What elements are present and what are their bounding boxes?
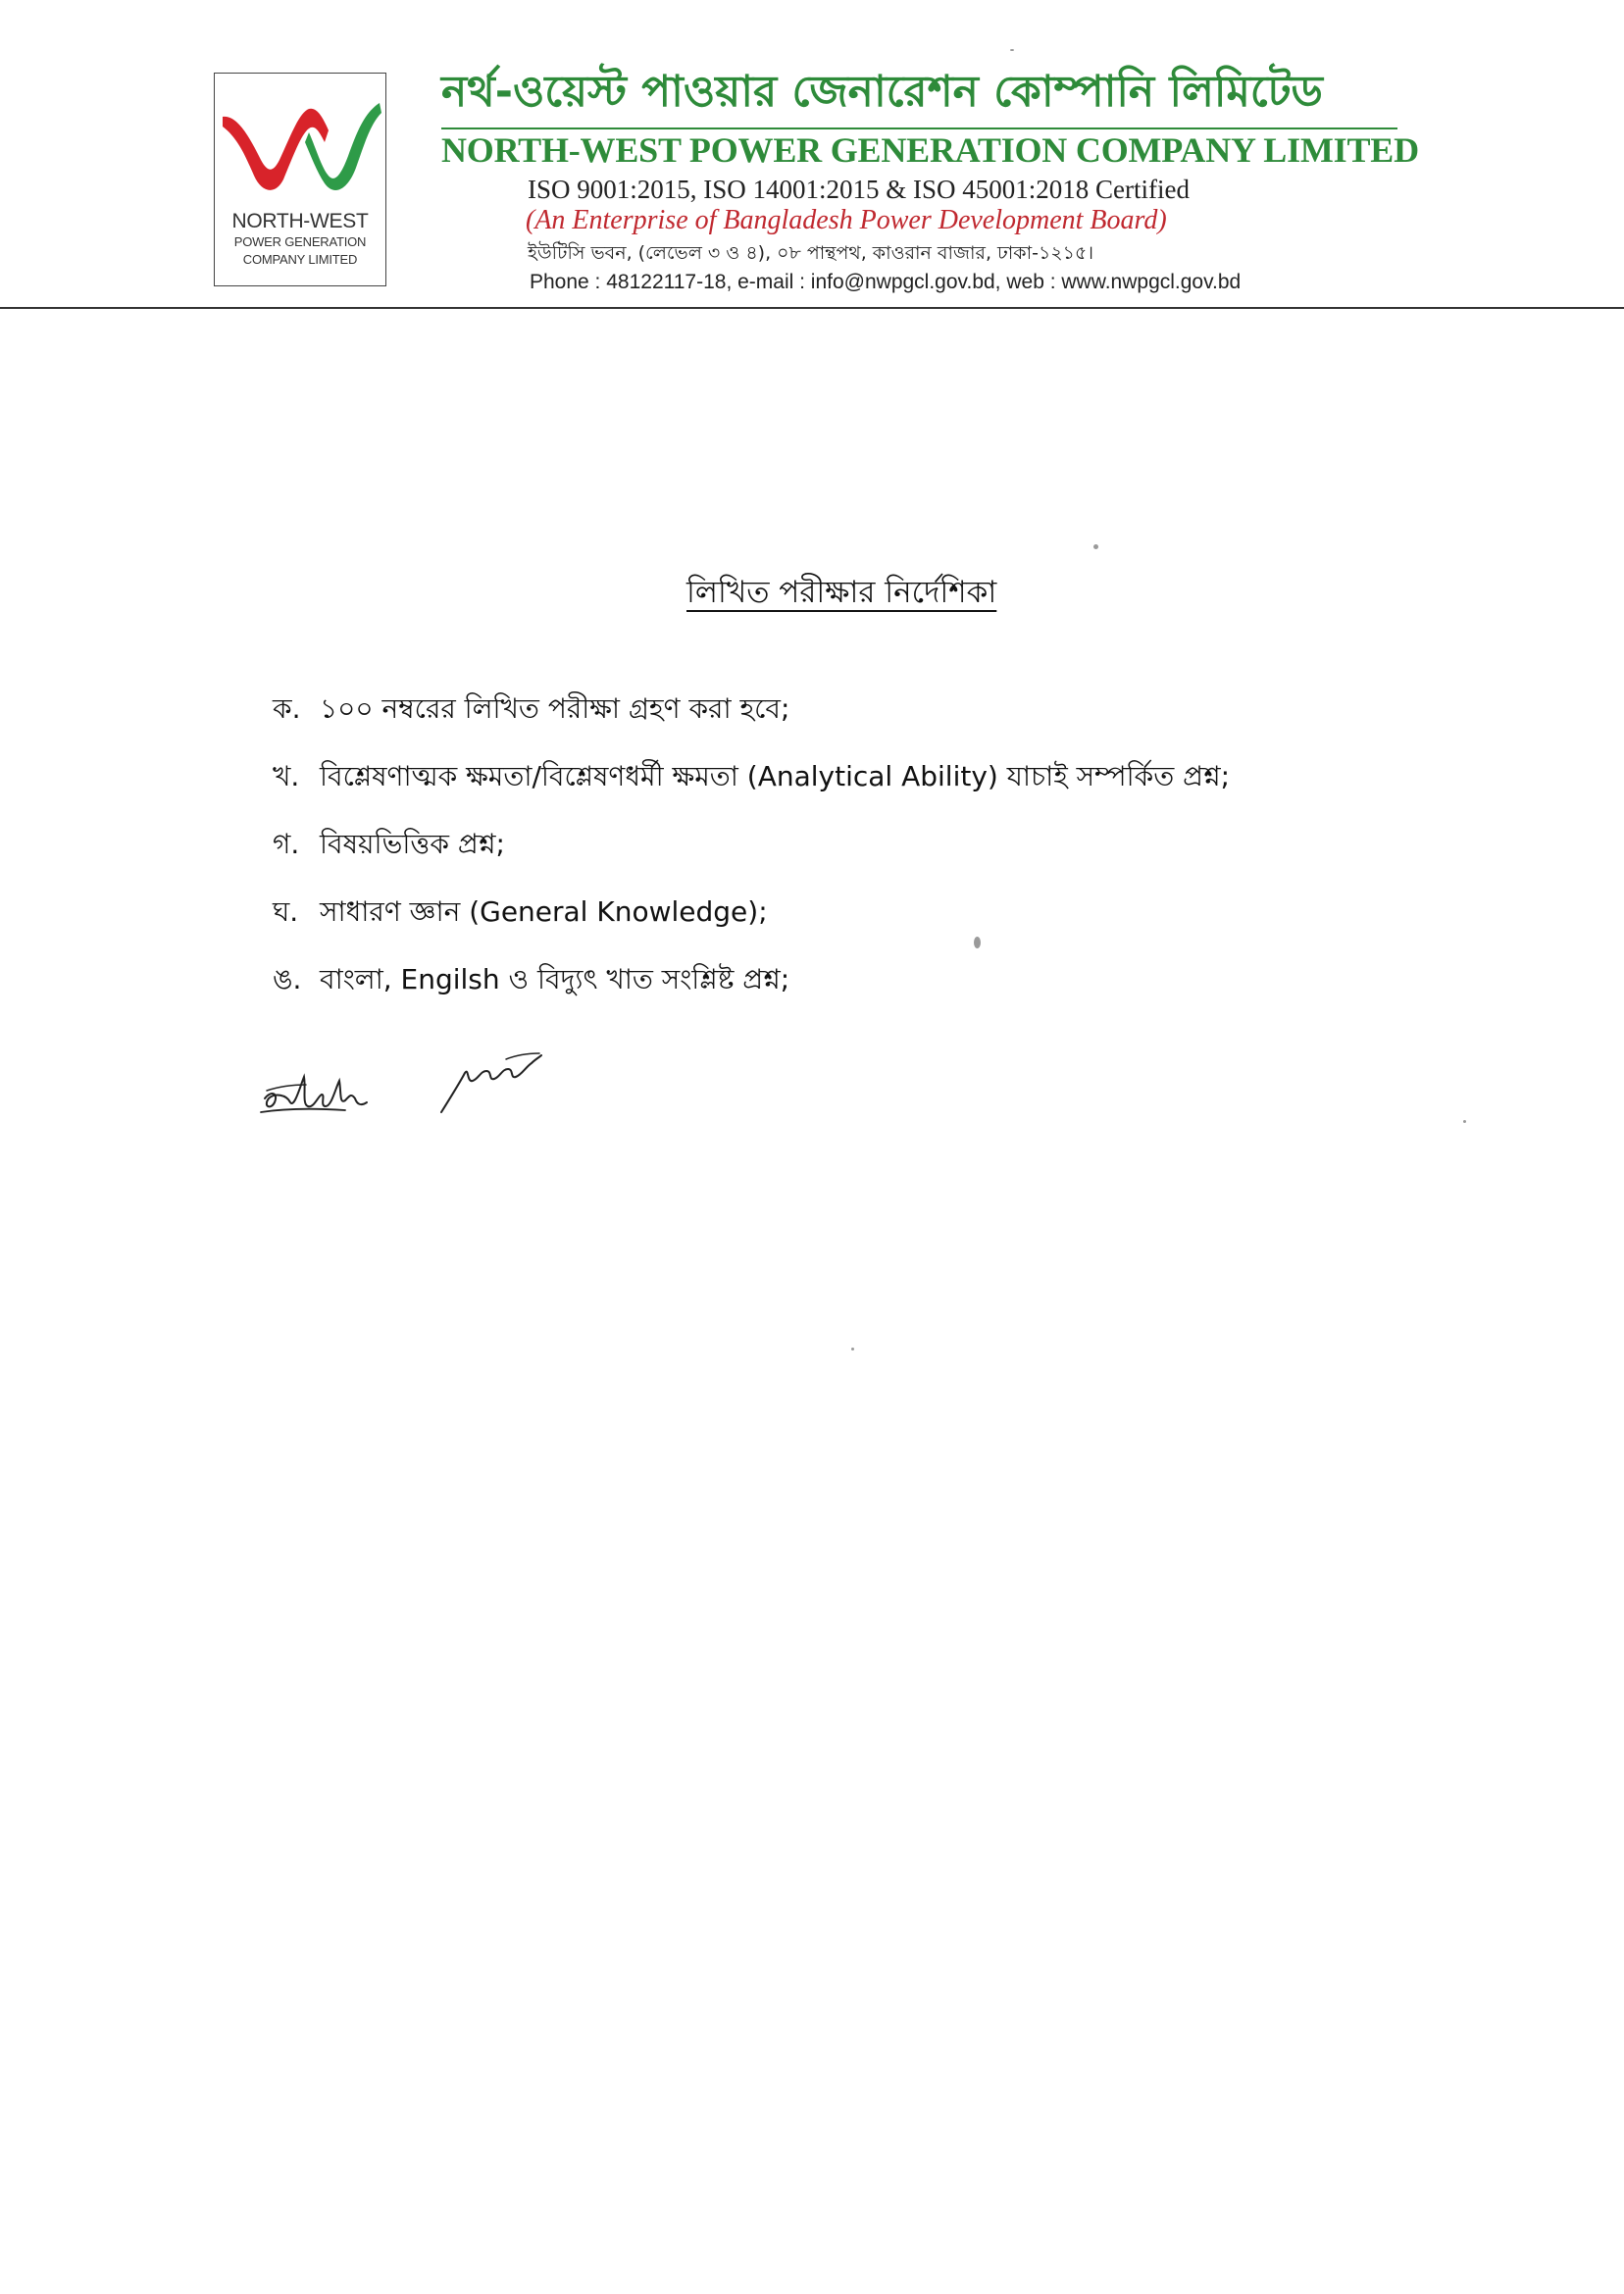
letterhead-divider [0, 307, 1624, 309]
logo-wave-mark-icon [215, 74, 387, 211]
handwritten-signature-1 [257, 1069, 375, 1128]
list-item-text: সাধারণ জ্ঞান (General Knowledge); [320, 895, 768, 928]
instruction-list [273, 677, 1548, 1015]
list-item [273, 947, 1548, 1015]
list-item [273, 744, 1548, 812]
scan-speck [1010, 49, 1014, 51]
list-item-text: বাংলা, Engilsh ও বিদ্যুৎ খাত সংশ্লিষ্ট প্রশ্ন; [320, 963, 790, 995]
certification-line: ISO 9001:2015, ISO 14001:2015 & ISO 45001:2018 Certified [528, 175, 1190, 204]
logo-text-line3: COMPANY LIMITED [242, 252, 358, 267]
enterprise-line: (An Enterprise of Bangladesh Power Development Board) [526, 205, 1167, 235]
scan-speck [974, 937, 981, 948]
list-item-text: ১০০ নম্বরের লিখিত পরীক্ষা গ্রহণ করা হবে; [320, 692, 790, 725]
address-line: ইউটিসি ভবন, (লেভেল ৩ ও ৪), ০৮ পান্থপথ, কাওরান বাজার, ঢাকা-১২১৫। [528, 242, 1094, 264]
list-item [273, 880, 1548, 947]
scan-speck [1093, 544, 1098, 549]
company-name-bangla: নর্থ-ওয়েস্ট পাওয়ার জেনারেশন কোম্পানি লিমিটেড [441, 67, 1323, 117]
list-item-marker: খ. [273, 760, 300, 792]
list-item [273, 812, 1548, 880]
company-name-english: NORTH-WEST POWER GENERATION COMPANY LIMITED [441, 130, 1419, 170]
list-item [273, 677, 1548, 744]
list-item-text: বিশ্লেষণাত্মক ক্ষমতা/বিশ্লেষণধর্মী ক্ষমতা (Analytical Ability) যাচাই সম্পর্কিত প্রশ্ন; [320, 760, 1231, 792]
handwritten-signature-2 [437, 1047, 545, 1116]
scan-speck [851, 1348, 854, 1351]
company-logo [214, 73, 386, 286]
logo-text-line2: POWER GENERATION [233, 234, 367, 249]
list-item-marker: ঘ. [273, 895, 299, 928]
list-item-marker: ঙ. [273, 963, 302, 995]
scan-speck [1463, 1120, 1466, 1123]
list-item-text: বিষয়ভিত্তিক প্রশ্ন; [320, 828, 505, 860]
list-item-marker: ক. [273, 692, 301, 725]
contact-line: Phone : 48122117-18, e-mail : info@nwpgcl.gov.bd, web : www.nwpgcl.gov.bd [530, 271, 1242, 293]
list-item-marker: গ. [273, 828, 300, 860]
document-title: লিখিত পরীক্ষার নির্দেশিকা [686, 575, 997, 610]
logo-text-line1: NORTH-WEST [231, 210, 369, 232]
